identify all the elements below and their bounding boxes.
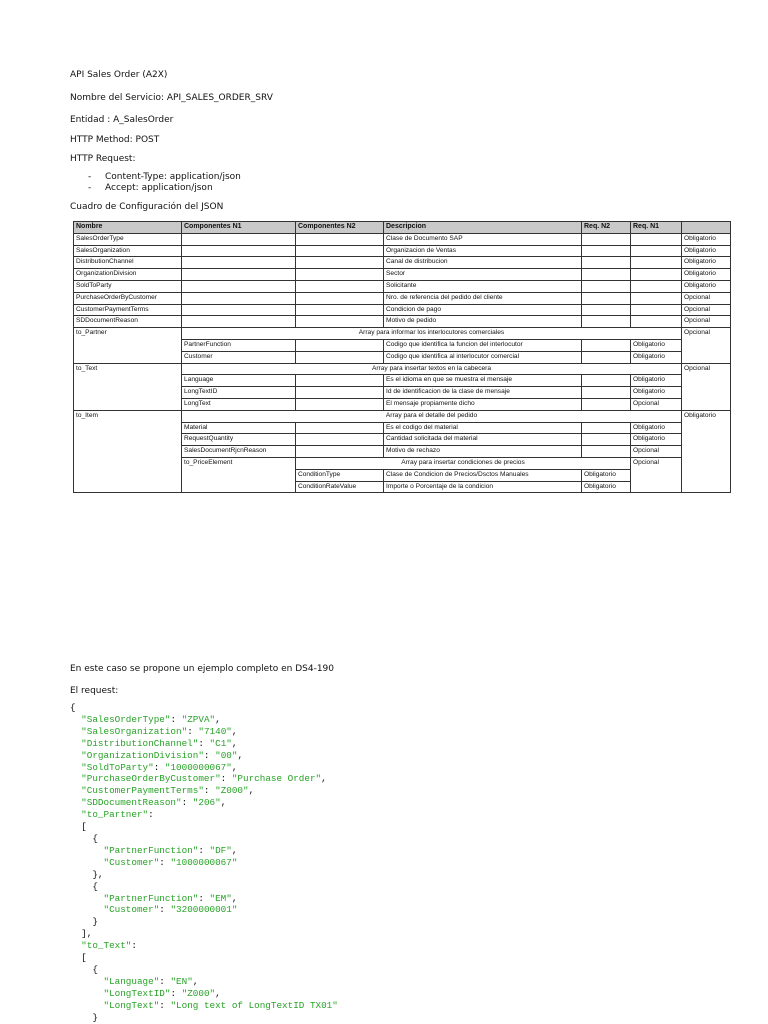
column-header	[682, 222, 731, 234]
table-row: RequestQuantity Cantidad solicitada del material Obligatorio	[74, 434, 731, 446]
http-method: HTTP Method: POST	[70, 135, 160, 145]
column-header: Descripcion	[384, 222, 582, 234]
table-row: SalesDocumentRjcnReason Motivo de rechazo Opcional	[74, 446, 731, 458]
table-row: CustomerPaymentTerms Condicion de pago Opcional	[74, 304, 731, 316]
table-row: DistributionChannel Canal de distribucion Obligatorio	[74, 257, 731, 269]
config-table	[73, 221, 731, 493]
table-row: Material Es el codigo del material Obligatorio	[74, 422, 731, 434]
doc-title: API Sales Order (A2X)	[70, 70, 168, 80]
request-header-item: - Content-Type: application/json	[88, 172, 241, 182]
table-row: Language Es el idioma en que se muestra el mensaje Obligatorio	[74, 375, 731, 387]
example-intro: En este caso se propone un ejemplo completo en DS4-190	[70, 664, 335, 674]
json-request-sample: { "SalesOrderType": "ZPVA", "SalesOrganization": "7140", "DistributionChannel": "C1", "OrganizationDivision": "00", "SoldToParty": "1000000067", "PurchaseOrderByCustomer": "Purchase Order", "CustomerPaymentTerms": "Z000", "SDDocumentReason": "206", "to_Partner": [ { "PartnerFunction": "DF", "Customer": "1000000067" }, { "PartnerFunction": "EM", "Customer": "3200000001" } ], "to_Text": [ { "Language": "EN", "LongTextID": "Z000", "LongText": "Long text of LongTextID TX01" }	[70, 702, 338, 1023]
table-row: to_Text Array para insertar textos en la cabecera Opcional	[74, 363, 731, 375]
service-name: Nombre del Servicio: API_SALES_ORDER_SRV	[70, 93, 273, 103]
column-header: Req. N1	[631, 222, 682, 234]
table-row: PartnerFunction Codigo que identifica la funcion del interlocutor Obligatorio	[74, 339, 731, 351]
table-row: to_PriceElement Array para insertar condiciones de precios Opcional	[74, 457, 731, 469]
table-row: ConditionType Clase de Condicion de Precios/Dsctos Manuales Obligatorio	[74, 469, 731, 481]
request-label: El request:	[70, 686, 119, 696]
table-header-row	[74, 222, 731, 234]
column-header: Componentes N2	[296, 222, 384, 234]
table-row: SoldToParty Solicitante Obligatorio	[74, 280, 731, 292]
table-row: to_Partner Array para informar los interlocutores comerciales Opcional	[74, 328, 731, 340]
table-row: Customer Codigo que identifica al interlocutor comercial Obligatorio	[74, 351, 731, 363]
column-header: Nombre	[74, 222, 182, 234]
table-row: SalesOrganization Organizacion de Ventas Obligatorio	[74, 245, 731, 257]
table-row: SalesOrderType Clase de Documento SAP Obligatorio	[74, 233, 731, 245]
request-header-item: - Accept: application/json	[88, 183, 213, 193]
http-request-label: HTTP Request:	[70, 154, 136, 164]
table-row: SDDocumentReason Motivo de pedido Opcional	[74, 316, 731, 328]
entity-name: Entidad : A_SalesOrder	[70, 115, 174, 125]
table-row: LongTextID Id de identificacion de la clase de mensaje Obligatorio	[74, 387, 731, 399]
config-title: Cuadro de Configuración del JSON	[70, 202, 224, 212]
column-header: Componentes N1	[182, 222, 296, 234]
table-row: to_Item Array para el detalle del pedido Obligatorio	[74, 410, 731, 422]
table-row: OrganizationDivision Sector Obligatorio	[74, 269, 731, 281]
table-row: PurchaseOrderByCustomer Nro. de referencia del pedido del cliente Opcional	[74, 292, 731, 304]
table-row: ConditionRateValue Importe o Porcentaje de la condicion Obligatorio	[74, 481, 731, 493]
table-row: LongText El mensaje propiamente dicho Opcional	[74, 398, 731, 410]
column-header: Req. N2	[582, 222, 631, 234]
